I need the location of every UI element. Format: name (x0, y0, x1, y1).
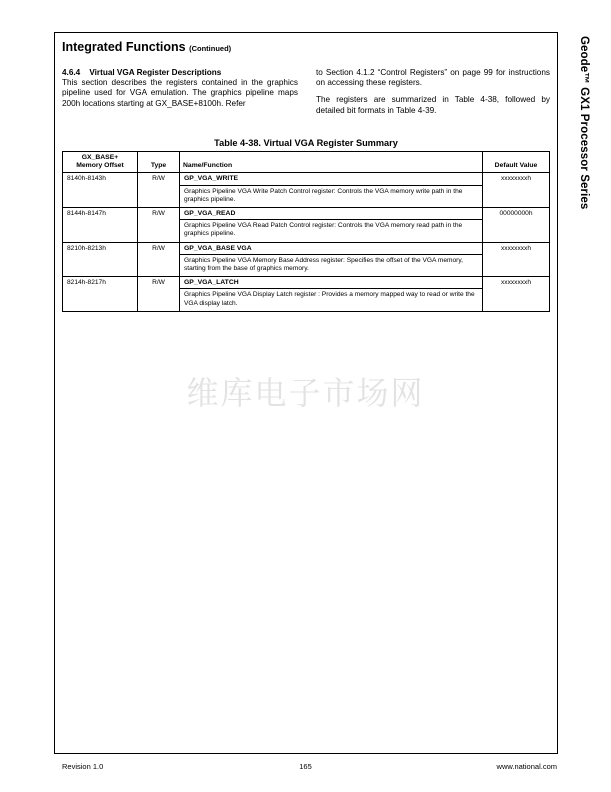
header-offset (63, 152, 138, 173)
cell-name-function (180, 173, 483, 208)
cell-name-function (180, 242, 483, 277)
header-offset-line2: Memory Offset (76, 162, 124, 170)
cell-type: R/W (138, 242, 180, 277)
header-type: Type (138, 152, 180, 173)
register-name: GP_VGA_WRITE (180, 173, 482, 185)
side-title-text: Geode™ GX1 Processor Series (578, 36, 590, 210)
right-paragraph-1: to Section 4.1.2 “Control Registers” on page 99 for instructions on accessing these registers. (316, 68, 550, 88)
header-default: Default Value (483, 152, 550, 173)
cell-type: R/W (138, 173, 180, 208)
cell-type: R/W (138, 208, 180, 243)
footer-page-number: 165 (299, 762, 312, 771)
register-description: Graphics Pipeline VGA Display Latch register : Provides a memory mapped way to read or write the VGA display latch. (184, 291, 475, 307)
table-header-row (63, 152, 550, 173)
cell-offset: 8140h-8143h (63, 173, 138, 208)
header-offset-line1: GX_BASE+ (81, 154, 119, 161)
register-name: GP_VGA_LATCH (180, 277, 482, 289)
register-description: Graphics Pipeline VGA Write Patch Control register: Controls the VGA memory write path in the graphics pipeline. (184, 187, 463, 203)
register-summary-table (62, 151, 550, 312)
register-name: GP_VGA_BASE VGA (180, 243, 482, 255)
table-row (63, 277, 550, 312)
header-name: Name/Function (180, 152, 483, 173)
cell-default: xxxxxxxxh (483, 173, 550, 208)
page-frame-bottom-rule (54, 753, 558, 754)
footer-revision: Revision 1.0 (62, 762, 104, 771)
cell-offset: 8214h-8217h (63, 277, 138, 312)
subsection-title: Virtual VGA Register Descriptions (89, 68, 222, 77)
subsection-number: 4.6.4 (62, 68, 81, 77)
footer-website: www.national.com (496, 762, 557, 771)
table-row (63, 173, 550, 208)
left-paragraph: This section describes the registers contained in the graphics pipeline used for VGA emulation. The graphics pipeline maps 200h locations starting at GX_BASE+8100h. Refer (62, 78, 298, 108)
section-heading (62, 40, 231, 54)
right-column (316, 68, 550, 116)
register-description: Graphics Pipeline VGA Read Patch Control register: Controls the VGA memory read path in the graphics pipeline. (184, 222, 463, 238)
cell-offset: 8210h-8213h (63, 242, 138, 277)
left-column (62, 68, 298, 109)
register-name: GP_VGA_READ (180, 208, 482, 220)
table-title: Table 4-38. Virtual VGA Register Summary (214, 138, 398, 148)
table-row (63, 242, 550, 277)
watermark: 维库电子市场网 (186, 374, 425, 412)
section-title: Integrated Functions (62, 40, 186, 54)
cell-default: 00000000h (483, 208, 550, 243)
register-description: Graphics Pipeline VGA Memory Base Address register: Specifies the offset of the VGA memory, starting from the base of graphics memory. (184, 256, 464, 273)
table-row (63, 208, 550, 243)
cell-default: xxxxxxxxh (483, 277, 550, 312)
subsection-heading (62, 68, 298, 78)
side-title (574, 36, 590, 336)
section-subtitle: (Continued) (189, 44, 232, 53)
cell-type: R/W (138, 277, 180, 312)
cell-default: xxxxxxxxh (483, 242, 550, 277)
right-paragraph-2: The registers are summarized in Table 4-38, followed by detailed bit formats in Table 4-39. (316, 95, 550, 115)
cell-offset: 8144h-8147h (63, 208, 138, 243)
cell-name-function (180, 277, 483, 312)
cell-name-function (180, 208, 483, 243)
